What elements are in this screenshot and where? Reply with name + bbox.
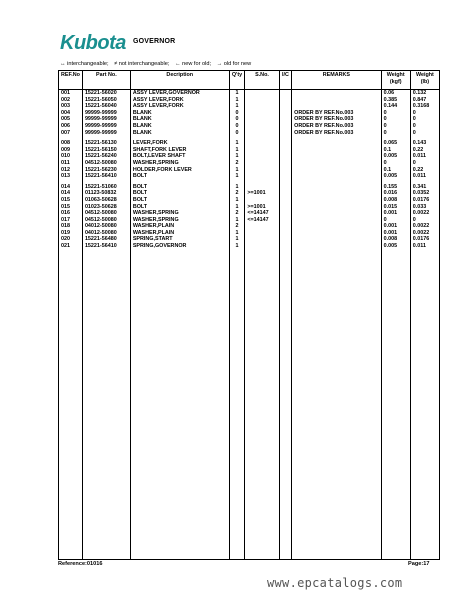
parts-table [58, 70, 440, 560]
ic-cell [279, 123, 291, 130]
filler-cell [381, 250, 410, 560]
ic-cell [279, 147, 291, 154]
serial-number-cell: >=1001 [245, 204, 279, 211]
ic-cell [279, 90, 291, 97]
interchangeability-legend [60, 61, 255, 67]
description-cell: BOLT [130, 204, 229, 211]
col-header-weight-lb: Weight (lb) [410, 71, 439, 90]
remarks-cell: ORDER BY REF.No.003 [292, 123, 382, 130]
table-row [59, 204, 440, 211]
part-number-cell: 15221-56240 [82, 153, 130, 160]
qty-cell: 1 [229, 153, 245, 160]
description-cell: WASHER,SPRING [130, 160, 229, 167]
remarks-cell [292, 153, 382, 160]
serial-number-cell [245, 243, 279, 250]
table-row [59, 153, 440, 160]
serial-number-cell [245, 230, 279, 237]
part-number-cell: 99999-99999 [82, 123, 130, 130]
weight-kgf-cell: 0 [381, 116, 410, 123]
remarks-cell [292, 103, 382, 110]
remarks-cell [292, 197, 382, 204]
ic-cell [279, 210, 291, 217]
qty-cell: 2 [229, 223, 245, 230]
description-cell: BOLT,LEVER SHAFT [130, 153, 229, 160]
part-number-cell: 04012-50080 [82, 223, 130, 230]
serial-number-cell [245, 160, 279, 167]
weight-lb-cell: 0.22 [410, 147, 439, 154]
ref-cell: 002 [59, 97, 83, 104]
ic-cell [279, 140, 291, 147]
weight-lb-cell: 0.011 [410, 153, 439, 160]
serial-number-cell: >=1001 [245, 190, 279, 197]
description-cell: BOLT [130, 197, 229, 204]
description-cell: BOLT [130, 190, 229, 197]
filler-cell [410, 250, 439, 560]
table-row [59, 167, 440, 174]
remarks-cell [292, 236, 382, 243]
ref-cell: 010 [59, 153, 83, 160]
table-row [59, 184, 440, 191]
weight-lb-cell: 0.0176 [410, 236, 439, 243]
weight-lb-cell: 0.0022 [410, 230, 439, 237]
weight-lb-cell: 0.3168 [410, 103, 439, 110]
remarks-cell [292, 223, 382, 230]
serial-number-cell [245, 223, 279, 230]
weight-kgf-cell: 0.001 [381, 230, 410, 237]
ref-cell: 009 [59, 147, 83, 154]
description-cell: SHAFT,FORK LEVER [130, 147, 229, 154]
ref-cell: 014 [59, 184, 83, 191]
ic-cell [279, 116, 291, 123]
description-cell: BLANK [130, 116, 229, 123]
remarks-cell [292, 97, 382, 104]
ref-cell: 019 [59, 230, 83, 237]
filler-cell [130, 250, 229, 560]
qty-cell: 1 [229, 167, 245, 174]
ic-cell [279, 173, 291, 180]
ref-cell: 003 [59, 103, 83, 110]
weight-kgf-cell: 0.385 [381, 97, 410, 104]
col-header-description: Decription [130, 71, 229, 90]
ic-cell [279, 103, 291, 110]
qty-cell: 0 [229, 130, 245, 137]
weight-kgf-cell: 0 [381, 130, 410, 137]
weight-lb-cell: 0 [410, 130, 439, 137]
ic-cell [279, 236, 291, 243]
weight-kgf-cell: 0.065 [381, 140, 410, 147]
ref-cell: 014 [59, 190, 83, 197]
col-header-sno: S.No. [245, 71, 279, 90]
part-number-cell: 04512-50080 [82, 210, 130, 217]
part-number-cell: 99999-99999 [82, 130, 130, 137]
weight-lb-cell: 0.0176 [410, 197, 439, 204]
serial-number-cell [245, 103, 279, 110]
table-row [59, 230, 440, 237]
remarks-cell [292, 190, 382, 197]
remarks-cell [292, 243, 382, 250]
weight-kgf-cell: 0.1 [381, 167, 410, 174]
weight-kgf-cell: 0.008 [381, 197, 410, 204]
description-cell: HOLDER,FORK LEVER [130, 167, 229, 174]
svg-text:Kubota: Kubota [60, 32, 126, 53]
weight-kgf-cell: 0 [381, 123, 410, 130]
qty-cell: 1 [229, 236, 245, 243]
ref-cell: 011 [59, 160, 83, 167]
remarks-cell [292, 184, 382, 191]
remarks-cell [292, 173, 382, 180]
table-row [59, 140, 440, 147]
legend-interchangeable: ↔ interchangeable; [60, 61, 109, 67]
weight-lb-cell: 0.011 [410, 243, 439, 250]
description-cell: SPRING,GOVERNOR [130, 243, 229, 250]
table-row [59, 130, 440, 137]
qty-cell: 1 [229, 140, 245, 147]
serial-number-cell [245, 184, 279, 191]
weight-lb-cell: 0 [410, 160, 439, 167]
table-row [59, 90, 440, 97]
weight-lb-cell: 0 [410, 110, 439, 117]
filler-cell [292, 250, 382, 560]
table-row [59, 116, 440, 123]
weight-lb-cell: 0.132 [410, 90, 439, 97]
table-row [59, 223, 440, 230]
watermark: www.epcatalogs.com [267, 576, 403, 590]
qty-cell: 1 [229, 90, 245, 97]
part-number-cell: 15221-56150 [82, 147, 130, 154]
description-cell: BLANK [130, 130, 229, 137]
col-header-part: Part No. [82, 71, 130, 90]
qty-cell: 2 [229, 160, 245, 167]
description-cell: LEVER,FORK [130, 140, 229, 147]
qty-cell: 2 [229, 210, 245, 217]
remarks-cell [292, 204, 382, 211]
weight-lb-cell: 0 [410, 123, 439, 130]
ref-cell: 021 [59, 243, 83, 250]
part-number-cell: 01123-50832 [82, 190, 130, 197]
qty-cell: 0 [229, 116, 245, 123]
ic-cell [279, 223, 291, 230]
table-row [59, 97, 440, 104]
table-header-row [59, 71, 440, 90]
remarks-cell [292, 167, 382, 174]
weight-lb-cell: 0.033 [410, 204, 439, 211]
weight-lb-cell: 0.0022 [410, 223, 439, 230]
col-header-ic: I/C [279, 71, 291, 90]
part-number-cell: 01063-50628 [82, 197, 130, 204]
weight-lb-cell: 0.22 [410, 167, 439, 174]
remarks-cell [292, 147, 382, 154]
part-number-cell: 04012-50080 [82, 230, 130, 237]
col-header-ref: REF.No [59, 71, 83, 90]
ref-cell: 017 [59, 217, 83, 224]
description-cell: BLANK [130, 110, 229, 117]
ic-cell [279, 97, 291, 104]
page-number: Page:17 [408, 561, 430, 567]
serial-number-cell [245, 130, 279, 137]
weight-lb-cell: 0 [410, 217, 439, 224]
ref-cell: 018 [59, 223, 83, 230]
ref-cell: 005 [59, 116, 83, 123]
ref-cell: 015 [59, 197, 83, 204]
col-header-qty: Q'ty [229, 71, 245, 90]
weight-kgf-cell: 0 [381, 110, 410, 117]
qty-cell: 1 [229, 243, 245, 250]
ic-cell [279, 230, 291, 237]
table-row [59, 210, 440, 217]
ic-cell [279, 153, 291, 160]
serial-number-cell [245, 97, 279, 104]
ic-cell [279, 217, 291, 224]
serial-number-cell [245, 173, 279, 180]
description-cell: WASHER,SPRING [130, 217, 229, 224]
serial-number-cell [245, 147, 279, 154]
serial-number-cell [245, 197, 279, 204]
weight-kgf-cell: 0.016 [381, 190, 410, 197]
parts-table-body [59, 90, 440, 560]
ic-cell [279, 190, 291, 197]
part-number-cell: 15221-56410 [82, 243, 130, 250]
description-cell: BOLT [130, 173, 229, 180]
part-number-cell: 15221-56050 [82, 97, 130, 104]
ic-cell [279, 184, 291, 191]
ic-cell [279, 130, 291, 137]
qty-cell: 1 [229, 217, 245, 224]
table-row [59, 173, 440, 180]
serial-number-cell [245, 90, 279, 97]
ic-cell [279, 167, 291, 174]
qty-cell: 2 [229, 190, 245, 197]
qty-cell: 1 [229, 173, 245, 180]
part-number-cell: 15221-56480 [82, 236, 130, 243]
weight-kgf-cell: 0.008 [381, 236, 410, 243]
qty-cell: 1 [229, 184, 245, 191]
serial-number-cell [245, 236, 279, 243]
description-cell: SPRING,START [130, 236, 229, 243]
part-number-cell: 15221-56020 [82, 90, 130, 97]
kubota-logo [59, 31, 127, 53]
table-row [59, 123, 440, 130]
filler-cell [59, 250, 83, 560]
part-number-cell: 99999-99999 [82, 116, 130, 123]
part-number-cell: 15221-56230 [82, 167, 130, 174]
table-row [59, 160, 440, 167]
weight-lb-cell: 0 [410, 116, 439, 123]
qty-cell: 1 [229, 204, 245, 211]
table-row [59, 190, 440, 197]
qty-cell: 0 [229, 123, 245, 130]
description-cell: BLANK [130, 123, 229, 130]
description-cell: WASHER,PLAIN [130, 230, 229, 237]
col-header-remarks: REMARKS [292, 71, 382, 90]
remarks-cell [292, 230, 382, 237]
table-row [59, 236, 440, 243]
weight-kgf-cell: 0.015 [381, 204, 410, 211]
filler-cell [229, 250, 245, 560]
qty-cell: 1 [229, 103, 245, 110]
part-number-cell: 15221-56040 [82, 103, 130, 110]
remarks-cell: ORDER BY REF.No.003 [292, 110, 382, 117]
remarks-cell: ORDER BY REF.No.003 [292, 116, 382, 123]
weight-lb-cell: 0.0352 [410, 190, 439, 197]
table-row [59, 110, 440, 117]
ref-cell: 012 [59, 167, 83, 174]
remarks-cell [292, 210, 382, 217]
serial-number-cell [245, 153, 279, 160]
remarks-cell [292, 140, 382, 147]
weight-kgf-cell: 0.005 [381, 153, 410, 160]
weight-kgf-cell: 0.001 [381, 210, 410, 217]
weight-lb-cell: 0.011 [410, 173, 439, 180]
table-row [59, 217, 440, 224]
qty-cell: 1 [229, 230, 245, 237]
remarks-cell: ORDER BY REF.No.003 [292, 130, 382, 137]
weight-kgf-cell: 0.001 [381, 223, 410, 230]
ref-cell: 001 [59, 90, 83, 97]
weight-kgf-cell: 0 [381, 217, 410, 224]
part-number-cell: 15221-56130 [82, 140, 130, 147]
ic-cell [279, 243, 291, 250]
description-cell: WASHER,PLAIN [130, 223, 229, 230]
qty-cell: 1 [229, 147, 245, 154]
serial-number-cell: <=14147 [245, 210, 279, 217]
filler-cell [245, 250, 279, 560]
table-filler-row [59, 250, 440, 560]
serial-number-cell [245, 116, 279, 123]
page-title: GOVERNOR [133, 38, 176, 45]
ref-cell: 013 [59, 173, 83, 180]
legend-new-for-old: ← new for old; [174, 61, 212, 67]
description-cell: BOLT [130, 184, 229, 191]
part-number-cell: 04512-50080 [82, 160, 130, 167]
serial-number-cell [245, 140, 279, 147]
part-number-cell: 15221-56410 [82, 173, 130, 180]
col-header-weight-kgf: Weight (kgf) [381, 71, 410, 90]
weight-lb-cell: 0.341 [410, 184, 439, 191]
weight-lb-cell: 0.143 [410, 140, 439, 147]
remarks-cell [292, 90, 382, 97]
ref-cell: 006 [59, 123, 83, 130]
ic-cell [279, 160, 291, 167]
ref-cell: 020 [59, 236, 83, 243]
table-row [59, 197, 440, 204]
part-number-cell: 01023-50628 [82, 204, 130, 211]
weight-kgf-cell: 0.1 [381, 147, 410, 154]
weight-kgf-cell: 0.005 [381, 243, 410, 250]
weight-kgf-cell: 0 [381, 160, 410, 167]
qty-cell: 1 [229, 97, 245, 104]
weight-kgf-cell: 0.06 [381, 90, 410, 97]
ic-cell [279, 110, 291, 117]
legend-not-interchangeable: ≠ not interchangeable; [114, 61, 170, 67]
serial-number-cell [245, 167, 279, 174]
qty-cell: 0 [229, 110, 245, 117]
description-cell: ASSY LEVER,FORK [130, 103, 229, 110]
part-number-cell: 04512-50080 [82, 217, 130, 224]
remarks-cell [292, 217, 382, 224]
serial-number-cell [245, 123, 279, 130]
part-number-cell: 99999-99999 [82, 110, 130, 117]
weight-lb-cell: 0.847 [410, 97, 439, 104]
table-row [59, 103, 440, 110]
description-cell: ASSY LEVER,FORK [130, 97, 229, 104]
ic-cell [279, 197, 291, 204]
weight-kgf-cell: 0.144 [381, 103, 410, 110]
part-number-cell: 15221-51060 [82, 184, 130, 191]
ref-cell: 008 [59, 140, 83, 147]
ref-cell: 004 [59, 110, 83, 117]
ic-cell [279, 204, 291, 211]
serial-number-cell: <=14147 [245, 217, 279, 224]
description-cell: ASSY LEVER,GOVERNOR [130, 90, 229, 97]
table-row [59, 147, 440, 154]
description-cell: WASHER,SPRING [130, 210, 229, 217]
weight-kgf-cell: 0.155 [381, 184, 410, 191]
remarks-cell [292, 160, 382, 167]
table-row [59, 243, 440, 250]
filler-cell [279, 250, 291, 560]
legend-old-for-new: → old for new [216, 61, 252, 67]
ref-cell: 015 [59, 204, 83, 211]
ref-cell: 007 [59, 130, 83, 137]
serial-number-cell [245, 110, 279, 117]
weight-kgf-cell: 0.005 [381, 173, 410, 180]
ref-cell: 016 [59, 210, 83, 217]
filler-cell [82, 250, 130, 560]
weight-lb-cell: 0.0022 [410, 210, 439, 217]
reference-number: Reference:01016 [58, 561, 103, 567]
qty-cell: 1 [229, 197, 245, 204]
